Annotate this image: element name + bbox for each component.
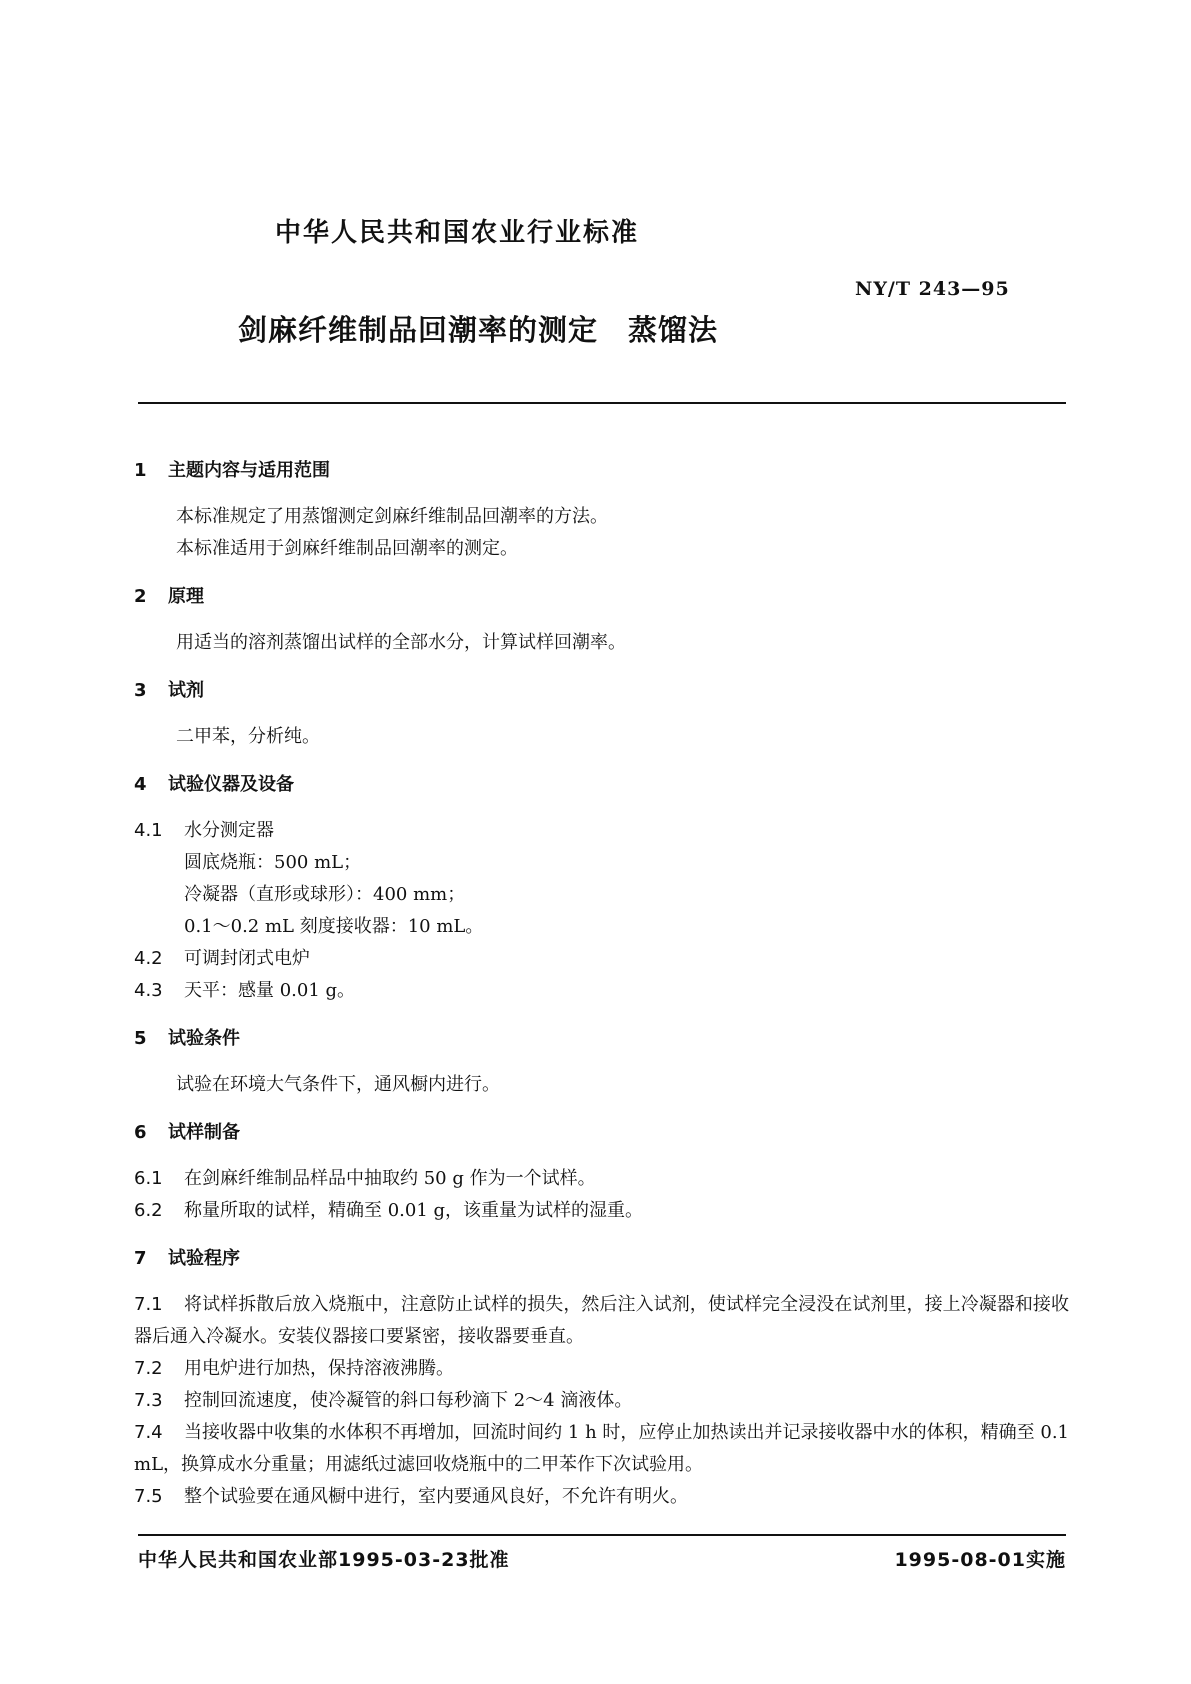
section-number: 3: [134, 680, 147, 701]
section-2: [134, 581, 1069, 659]
section-number: 4: [134, 774, 147, 795]
section-number: 6: [134, 1122, 147, 1143]
document-body: [134, 455, 1069, 1513]
clause-number: 7.1: [134, 1294, 163, 1315]
clause-7-1: [134, 1289, 1069, 1353]
clause-number: 7.2: [134, 1358, 163, 1379]
section-number: 5: [134, 1028, 147, 1049]
clause-text: 将试样拆散后放入烧瓶中，注意防止试样的损失，然后注入试剂，使试样完全浸没在试剂里，接上冷凝器和接收器后通入冷凝水。安装仪器接口要紧密，接收器要垂直。: [134, 1294, 1069, 1347]
clause-4-1: [134, 815, 1069, 847]
clause-6-1: [134, 1163, 1069, 1195]
section-1: [134, 455, 1069, 565]
section-number: 7: [134, 1248, 147, 1269]
equipment-item: 0.1～0.2 mL 刻度接收器：10 mL。: [184, 916, 484, 937]
paragraph: 二甲苯，分析纯。: [176, 726, 320, 747]
paragraph: 本标准规定了用蒸馏测定剑麻纤维制品回潮率的方法。: [176, 506, 608, 527]
clause-number: 7.3: [134, 1390, 163, 1411]
section-heading: [134, 455, 1069, 487]
clause-7-5: [134, 1481, 1069, 1513]
clause-7-4: [134, 1417, 1069, 1481]
implementation-date: 1995-08-01实施: [894, 1549, 1066, 1571]
section-3: [134, 675, 1069, 753]
document-title: 剑麻纤维制品回潮率的测定 蒸馏法: [238, 313, 719, 347]
section-title: 试剂: [168, 680, 204, 701]
section-6: [134, 1117, 1069, 1227]
clause-6-2: [134, 1195, 1069, 1227]
section-heading: [134, 1243, 1069, 1275]
section-title: 试验仪器及设备: [168, 774, 294, 795]
section-number: 1: [134, 460, 147, 481]
clause-number: 4.1: [134, 820, 163, 841]
clause-text: 控制回流速度，使冷凝管的斜口每秒滴下 2～4 滴液体。: [184, 1390, 633, 1411]
paragraph: 试验在环境大气条件下，通风橱内进行。: [176, 1074, 500, 1095]
clause-text: 当接收器中收集的水体积不再增加，回流时间约 1 h 时，应停止加热读出并记录接收器中水的体积，精确至 0.1 mL，换算成水分重量；用滤纸过滤回收烧瓶中的二甲苯作下次试验用。: [134, 1422, 1069, 1475]
standard-organization: 中华人民共和国农业行业标准: [275, 218, 640, 248]
paragraph: 本标准适用于剑麻纤维制品回潮率的测定。: [176, 538, 518, 559]
clause-text: 水分测定器: [184, 820, 274, 841]
section-7: [134, 1243, 1069, 1513]
section-title: 试样制备: [168, 1122, 240, 1143]
paragraph: 用适当的溶剂蒸馏出试样的全部水分，计算试样回潮率。: [176, 632, 626, 653]
equipment-item: 冷凝器（直形或球形）：400 mm；: [184, 884, 466, 905]
clause-text: 称量所取的试样，精确至 0.01 g，该重量为试样的湿重。: [184, 1200, 644, 1221]
clause-text: 在剑麻纤维制品样品中抽取约 50 g 作为一个试样。: [184, 1168, 596, 1189]
section-heading: [134, 1023, 1069, 1055]
section-title: 试验条件: [168, 1028, 240, 1049]
clause-4-2: [134, 943, 1069, 975]
clause-text: 可调封闭式电炉: [184, 948, 310, 969]
section-heading: [134, 1117, 1069, 1149]
header-divider: [138, 402, 1066, 404]
clause-number: 7.5: [134, 1486, 163, 1507]
section-4: [134, 769, 1069, 1007]
clause-text: 整个试验要在通风橱中进行，室内要通风良好，不允许有明火。: [184, 1486, 688, 1507]
section-5: [134, 1023, 1069, 1101]
clause-number: 7.4: [134, 1422, 163, 1443]
clause-number: 4.2: [134, 948, 163, 969]
section-title: 试验程序: [168, 1248, 240, 1269]
equipment-item: 圆底烧瓶：500 mL；: [184, 852, 362, 873]
section-title: 原理: [168, 586, 204, 607]
approval-date: 中华人民共和国农业部1995-03-23批准: [138, 1549, 510, 1571]
section-number: 2: [134, 586, 147, 607]
clause-7-3: [134, 1385, 1069, 1417]
section-title: 主题内容与适用范围: [168, 460, 330, 481]
section-heading: [134, 581, 1069, 613]
clause-text: 天平：感量 0.01 g。: [184, 980, 356, 1001]
clause-number: 6.2: [134, 1200, 163, 1221]
footer-divider: [138, 1534, 1066, 1536]
clause-4-3: [134, 975, 1069, 1007]
clause-number: 6.1: [134, 1168, 163, 1189]
section-heading: [134, 769, 1069, 801]
clause-text: 用电炉进行加热，保持溶液沸腾。: [184, 1358, 454, 1379]
clause-7-2: [134, 1353, 1069, 1385]
standard-code: NY/T 243—95: [855, 278, 1010, 300]
clause-number: 4.3: [134, 980, 163, 1001]
section-heading: [134, 675, 1069, 707]
